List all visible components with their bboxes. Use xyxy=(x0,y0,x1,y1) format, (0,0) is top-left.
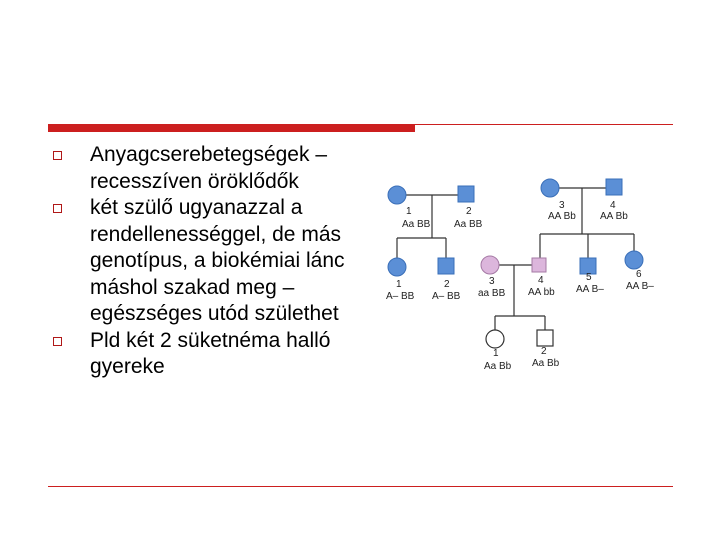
person-number: 5 xyxy=(586,272,592,283)
genotype-label: aa BB xyxy=(478,288,506,299)
person-number: 3 xyxy=(489,276,495,287)
bullet-item xyxy=(50,142,360,195)
square-bullet-icon xyxy=(53,151,62,160)
title-divider-thin xyxy=(415,124,673,125)
male-unaffected-symbol xyxy=(537,330,553,346)
person-number: 6 xyxy=(636,269,642,280)
genotype-label: A– BB xyxy=(432,291,461,302)
genotype-label: Aa BB xyxy=(454,219,483,230)
person-number: 4 xyxy=(538,275,544,286)
pedigree-svg xyxy=(362,150,686,380)
pedigree-lines xyxy=(397,188,634,330)
genotype-label: AA Bb xyxy=(548,211,576,222)
person-number: 1 xyxy=(493,348,499,359)
footer-divider xyxy=(48,486,673,487)
genotype-label: A– BB xyxy=(386,291,415,302)
female-pink-symbol xyxy=(481,256,499,274)
genotype-label: AA bb xyxy=(528,287,555,298)
female-affected-symbol xyxy=(625,251,643,269)
person-number: 1 xyxy=(406,206,412,217)
genotype-label: AA B– xyxy=(626,281,654,292)
bullet-text: Anyagcserebetegségek – recesszíven öröklődők xyxy=(90,143,327,193)
male-affected-symbol xyxy=(458,186,474,202)
title-divider-red xyxy=(48,124,415,132)
square-bullet-icon xyxy=(53,337,62,346)
male-affected-symbol xyxy=(606,179,622,195)
person-number: 2 xyxy=(541,346,547,357)
person-number: 3 xyxy=(559,200,565,211)
person-number: 2 xyxy=(444,279,450,290)
bullet-item xyxy=(50,195,360,328)
female-affected-symbol xyxy=(388,186,406,204)
female-affected-symbol xyxy=(388,258,406,276)
square-bullet-icon xyxy=(53,204,62,213)
female-unaffected-symbol xyxy=(486,330,504,348)
bullet-text: Pld két 2 süketnéma halló gyereke xyxy=(90,328,331,378)
bullet-text: két szülő ugyanazzal a rendellenességgel, de más genotípus, a biokémiai lánc máshol szakad meg – egészséges utód születhet xyxy=(90,196,345,325)
person-number: 1 xyxy=(396,279,402,290)
male-pink-symbol xyxy=(532,258,546,272)
genotype-label: Aa Bb xyxy=(532,358,560,369)
pedigree-diagram xyxy=(362,150,686,380)
male-affected-symbol xyxy=(438,258,454,274)
genotype-label: AA B– xyxy=(576,284,604,295)
bullet-list xyxy=(50,142,360,381)
person-number: 2 xyxy=(466,206,472,217)
bullet-item xyxy=(50,328,360,381)
genotype-label: Aa BB xyxy=(402,219,431,230)
genotype-label: Aa Bb xyxy=(484,361,512,372)
person-number: 4 xyxy=(610,200,616,211)
female-affected-symbol xyxy=(541,179,559,197)
genotype-label: AA Bb xyxy=(600,211,628,222)
